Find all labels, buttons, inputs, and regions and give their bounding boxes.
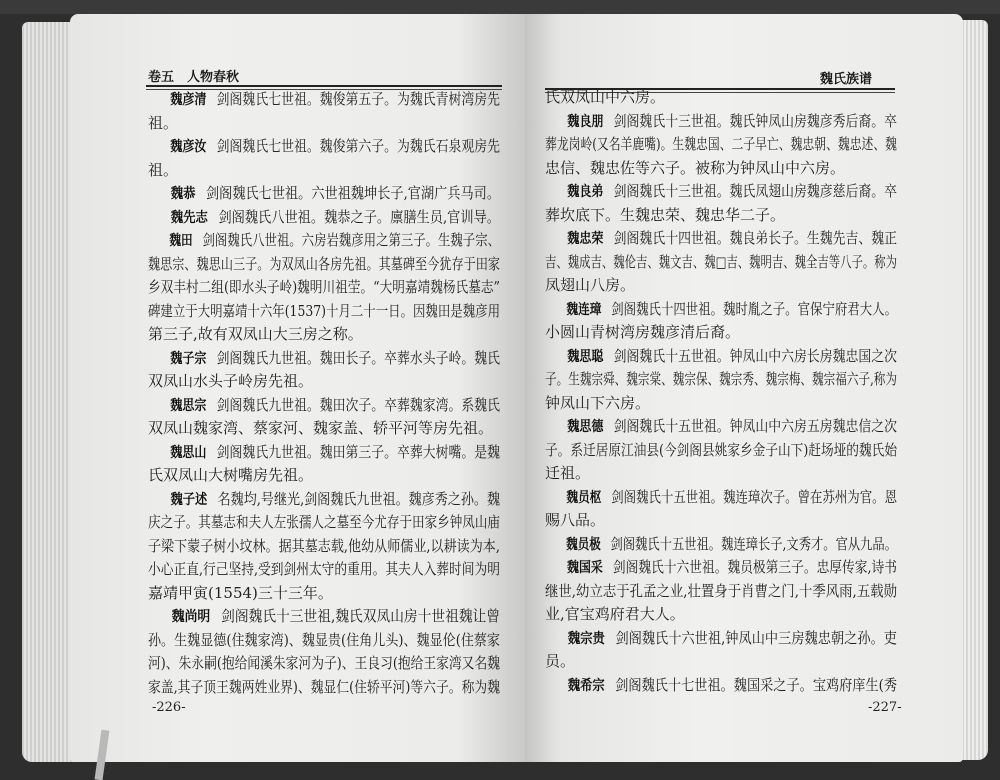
entry-text: 剑阁魏氏七世祖。魏俊第五子。为魏氏青树湾房先 [216,90,501,108]
left-page-text [148,88,500,699]
entry-text: 忠信、魏忠佐等六子。被称为钟凤山中六房。 [545,158,846,177]
text-line [148,488,500,512]
genealogy-entry [545,674,897,698]
text-line [545,486,897,510]
text-line-content [148,112,178,136]
text-line [148,206,500,230]
entry-text: 剑阁魏氏十六世祖。魏员极第三子。忠厚传家,诗书 [612,558,897,576]
genealogy-entry [545,110,897,181]
genealogy-entry [148,488,500,606]
entry-text: 剑阁魏氏十五世祖。钟凤山中六房五房魏忠信之次 [613,417,897,435]
entry-text: 剑阁魏氏十七世祖。魏国采之子。宝鸡府庠生(秀 [615,675,897,694]
text-line [545,603,897,627]
text-line [148,88,500,112]
genealogy-entry [545,556,897,627]
text-line-content [148,347,500,372]
entry-text: 孙。生魏显德(住魏家湾)、魏显贵(住角儿头)、魏显伦(住蔡家 [148,630,500,649]
text-line-content [148,370,313,394]
entry-text: 剑阁魏氏十六世祖,钟凤山中三房魏忠朝之孙。吏 [615,628,897,647]
text-line-content [148,323,363,347]
text-line-content [148,394,500,419]
text-line [545,274,897,298]
person-name: 魏思德 [567,419,604,435]
genealogy-entry [545,627,897,674]
genealogy-entry [545,86,897,110]
text-line-content [545,133,897,157]
entry-text: 氏双凤山中六房。 [545,88,666,106]
text-line-content [148,182,500,207]
text-line [545,580,897,604]
text-line [148,159,500,183]
genealogy-entry [148,206,500,230]
person-name: 魏思山 [170,444,207,461]
text-line-content [545,415,897,440]
text-line-content [545,321,740,345]
person-name: 魏彦汝 [170,139,207,155]
person-name: 魏员极 [566,536,601,553]
entry-text: 剑阁魏氏十五世祖。钟凤山中六房长房魏忠国之次 [613,346,897,365]
text-line-content [148,488,500,513]
text-line [545,627,897,651]
text-line [148,182,500,206]
text-line [148,605,500,629]
text-line [545,298,897,322]
text-line-content [545,180,897,205]
text-line-content [545,251,897,275]
text-line-content [148,229,500,254]
entry-text: 凤翅山八房。 [545,276,636,294]
genealogy-entry [545,345,897,416]
text-line-content [148,417,493,441]
text-line [545,439,897,463]
text-line [148,558,500,582]
text-line-content [545,556,897,581]
text-line [148,135,500,159]
text-line-content [148,253,500,277]
text-line-content [148,511,500,535]
entry-text: 子。系迁居原江油县(今剑阁县姚家乡金子山下)赶场垭的魏氏始 [545,440,897,459]
text-line [545,462,897,486]
entry-text: 吉、魏成吉、魏伦吉、魏文吉、魏□吉、魏明吉、魏全吉等八子。称为 [545,252,897,271]
left-page-number: -226- [152,700,186,715]
text-line [148,300,500,324]
genealogy-entry [148,605,500,699]
text-line [148,112,500,136]
entry-text: 祖。 [148,160,179,179]
right-page-text [545,86,897,697]
text-line-content [148,276,500,300]
person-name: 魏先志 [170,209,208,226]
text-line [545,345,897,369]
entry-text: 河)、朱永嗣(抱给闻溪朱家河为子)、王良习(抱给王家湾又名魏 [148,654,500,672]
text-line-content [148,206,500,231]
text-line [148,276,500,300]
text-line [148,652,500,676]
text-line-content [545,86,665,110]
text-line [148,464,500,488]
entry-text: 赐八品。 [545,511,606,529]
entry-text: 剑阁魏氏十三世祖。魏氏凤翅山房魏彦慈后裔。卒 [613,182,897,200]
entry-text: 剑阁魏氏九世祖。魏田第三子。卒葬大树嘴。是魏 [216,442,501,461]
text-line-content [148,605,500,630]
text-line [545,650,897,674]
text-line [545,110,897,134]
entry-text: 葬坎底下。生魏忠荣、魏忠华二子。 [545,205,786,224]
person-name: 魏尚明 [171,609,211,625]
entry-text: 剑阁魏氏七世祖。魏俊第六子。为魏氏石泉观房先 [216,137,501,155]
person-name: 魏良弟 [567,184,604,200]
text-line [148,347,500,371]
text-line-content [545,533,897,558]
text-line-content [545,345,897,370]
person-name: 魏良朋 [567,113,604,130]
text-line [545,674,897,698]
text-line-content [545,462,590,486]
text-line [545,533,897,557]
entry-text: 嘉靖甲寅(1554)三十三年。 [148,583,333,602]
text-line [148,229,500,253]
text-line-content [545,439,897,463]
person-name: 魏子述 [170,491,208,508]
text-line [545,415,897,439]
person-name: 魏忠荣 [567,231,604,247]
entry-text: 剑阁魏氏十三世祖。魏氏钟凤山房魏彦秀后裔。卒 [613,111,897,130]
text-line [148,535,500,559]
entry-text: 子梁下蒙子树小坟林。据其墓志载,他幼从师儒业,以耕读为本, [148,536,500,555]
text-line [545,180,897,204]
text-line-content [545,298,897,323]
genealogy-entry [148,347,500,394]
entry-text: 葬龙岗岭(又名羊鹿嘴)。生魏忠国、二子早亡、魏忠朝、魏忠述、魏 [545,135,897,153]
text-line [148,323,500,347]
text-line [148,629,500,653]
text-line [148,417,500,441]
entry-text: 业,官宝鸡府君大人。 [545,605,685,623]
entry-text: 名魏均,号继光,剑阁魏氏九世祖。魏彦秀之孙。魏 [217,489,500,508]
text-line-content [545,392,650,416]
text-line-content [148,582,333,606]
text-line-content [148,558,500,582]
text-line-content [148,464,313,488]
entry-text: 剑阁魏氏十五世祖。魏连璋长子,文秀才。官从九品。 [610,534,897,553]
text-line [545,509,897,533]
text-line-content [148,159,178,183]
genealogy-entry [545,180,897,227]
text-line-content [148,652,500,676]
entry-text: 剑阁魏氏九世祖。魏田次子。卒葬魏家湾。系魏氏 [216,395,501,414]
text-line-content [545,580,897,604]
person-name: 魏思聪 [567,348,604,365]
entry-text: 氏双凤山大树嘴房先祖。 [148,466,314,484]
text-line-content [545,486,897,511]
left-running-header: 卷五 人物春秋 [148,70,240,85]
genealogy-entry [545,298,897,345]
text-line-content [545,274,635,298]
genealogy-entry [148,182,500,206]
entry-text: 剑阁魏氏十四世祖。魏良弟长子。生魏先吉、魏正 [613,229,897,247]
entry-text: 员。 [545,652,576,670]
genealogy-entry [545,227,897,298]
genealogy-entry [148,88,500,135]
text-line-content [148,441,500,466]
text-line-content [148,535,500,559]
person-name: 魏员枢 [566,489,602,506]
entry-text: 剑阁魏氏七世祖。六世祖魏坤长子,官湖广兵马司。 [205,184,500,202]
person-name: 魏宗贵 [567,630,605,647]
text-line-content [545,227,897,252]
text-line-content [545,509,605,533]
genealogy-entry [545,486,897,533]
text-line-content [545,627,897,652]
genealogy-entry [148,135,500,182]
person-name: 魏国采 [567,560,603,576]
entry-text: 剑阁魏氏八世祖。魏恭之子。廪膳生员,官训导。 [218,207,500,226]
text-line [148,676,500,700]
person-name: 魏田 [169,233,193,249]
genealogy-entry [148,229,500,347]
text-line [148,253,500,277]
entry-text: 家盖,其子顶王魏两姓业界)、魏显仁(住轿平河)等六子。称为魏 [148,677,500,696]
text-line-content [545,650,575,674]
entry-text: 庆之子。其墓志和夫人左张孺人之墓至今尤存于田家乡钟凤山庙 [148,513,500,531]
entry-text: 剑阁魏氏十四世祖。魏时胤之子。官保宁府君大人。 [611,299,897,318]
background [0,0,1000,14]
entry-text: 双凤山魏家湾、蔡家河、魏家盖、轿平河等房先祖。 [148,419,494,437]
genealogy-entry [148,441,500,488]
entry-text: 继世,幼立志于孔孟之业,壮置身于肖曹之门,十季风雨,五载勋 [545,581,897,600]
text-line [148,394,500,418]
entry-text: 小心正直,行己坚持,受到剑州太守的重用。其夫人入葬时间为明 [148,560,500,578]
entry-text: 祖。 [148,113,179,132]
text-line-content [148,300,500,324]
text-line [545,157,897,181]
left-header-rule [146,85,502,87]
text-line [148,511,500,535]
right-running-header: 魏氏族谱 [820,72,873,87]
entry-text: 第三子,故有双凤山大三房之称。 [148,325,363,343]
text-line [545,251,897,275]
genealogy-entry [148,394,500,441]
person-name: 魏彦清 [170,92,207,108]
text-line-content [545,603,685,627]
entry-text: 迁祖。 [545,464,591,482]
text-line-content [545,157,845,181]
text-line [545,204,897,228]
text-line [545,86,897,110]
text-line-content [148,676,500,700]
person-name: 魏恭 [170,186,196,202]
text-line-content [545,204,785,228]
text-line [545,133,897,157]
text-line-content [545,110,897,135]
person-name: 魏连璋 [566,301,602,318]
entry-text: 钟凤山下六房。 [545,393,651,412]
entry-text: 双凤山水头子岭房先祖。 [148,372,314,390]
entry-text: 小圆山青树湾房魏彦清后裔。 [545,323,741,341]
text-line [545,556,897,580]
right-page-number: -227- [868,700,902,715]
entry-text: 剑阁魏氏八世祖。六房岩魏彦用之第三子。生魏子宗、 [202,231,500,249]
text-line [148,441,500,465]
text-line [545,321,897,345]
entry-text: 魏思宗、魏思山三子。为双凤山各房先祖。其墓碑至今犹存于田家 [148,254,500,273]
text-line [545,227,897,251]
person-name: 魏子宗 [170,350,207,367]
text-line-content [545,674,897,699]
text-line-content [148,88,500,113]
text-line [148,582,500,606]
text-line-content [148,629,500,653]
entry-text: 剑阁魏氏十五世祖。魏连璋次子。曾在苏州为官。恩 [611,487,897,506]
text-line-content [148,135,500,160]
person-name: 魏思宗 [170,397,207,414]
text-line [148,370,500,394]
entry-text: 剑阁魏氏十三世祖,魏氏双凤山房十世祖魏让曾 [221,607,500,625]
entry-text: 乡双丰村二组(即水头子岭)魏明川祖茔。“大明嘉靖魏杨氏墓志” [148,278,500,296]
genealogy-entry [545,533,897,557]
entry-text: 子。生魏宗舜、魏宗棠、魏宗保、魏宗秀、魏宗梅、魏宗福六子,称为 [545,370,897,388]
entry-text: 碑建立于大明嘉靖十六年(1537)十月二十一日。因魏田是魏彦用 [148,301,500,320]
text-line [545,368,897,392]
genealogy-entry [545,415,897,486]
text-line-content [545,368,897,392]
person-name: 魏希宗 [567,677,605,694]
text-line [545,392,897,416]
entry-text: 剑阁魏氏九世祖。魏田长子。卒葬水头子岭。魏氏 [216,348,501,367]
